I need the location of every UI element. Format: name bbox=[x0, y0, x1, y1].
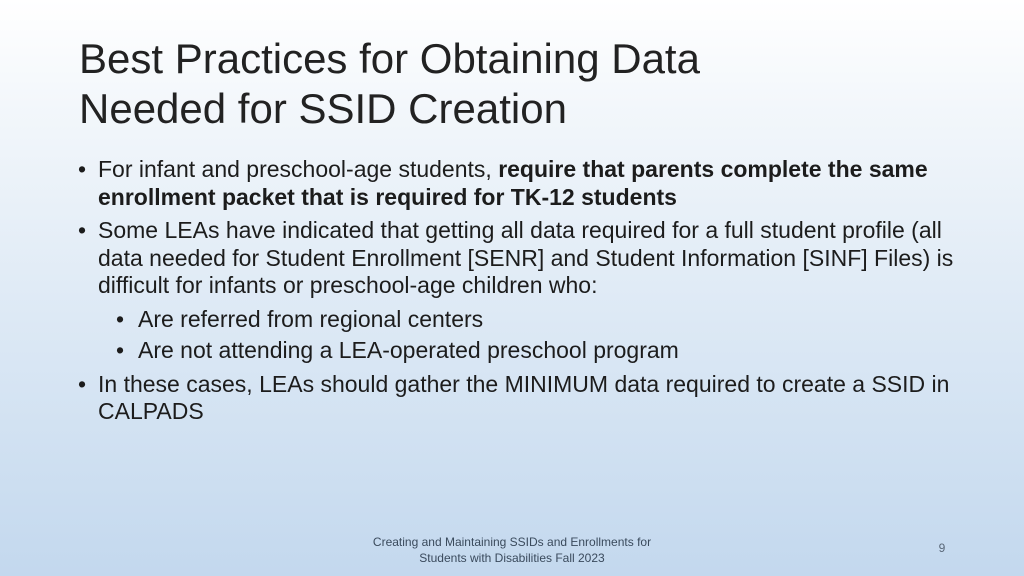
sub-bullet-list bbox=[98, 306, 956, 365]
bullet-text-bold: require that parents complete the same enrollment packet that is required for TK-12 students bbox=[98, 156, 928, 210]
slide-footer bbox=[352, 534, 672, 566]
slide-title bbox=[79, 34, 959, 134]
sub-bullet-item-not-attending: • Are not attending a LEA-operated preschool program bbox=[98, 337, 956, 365]
footer-line-1: Creating and Maintaining SSIDs and Enrollments for bbox=[372, 535, 652, 549]
bullet-text-regular: For infant and preschool-age students, bbox=[98, 156, 499, 182]
bullet-item-minimum-data bbox=[76, 371, 956, 426]
slide-title-line-1: Best Practices for Obtaining Data bbox=[79, 35, 700, 82]
bullet-list bbox=[76, 156, 956, 432]
slide-title-line-2: Needed for SSID Creation bbox=[79, 85, 567, 132]
bullet-text: Some LEAs have indicated that getting all data required for a full student profile (all data needed for Student Enrollment [SENR] and Student Information [SINF] Files) is difficult for infants or preschool-age children who: bbox=[98, 217, 954, 298]
sub-bullet-item-regional-centers: • Are referred from regional centers bbox=[98, 306, 956, 334]
page-number: 9 bbox=[938, 541, 946, 555]
bullet-text: In these cases, LEAs should gather the MINIMUM data required to create a SSID in CALPADS bbox=[98, 370, 950, 424]
bullet-item-leas-indicated bbox=[76, 217, 956, 365]
footer-line-2: Students with Disabilities Fall 2023 bbox=[419, 551, 605, 565]
bullet-item-infant-preschool bbox=[76, 156, 956, 211]
